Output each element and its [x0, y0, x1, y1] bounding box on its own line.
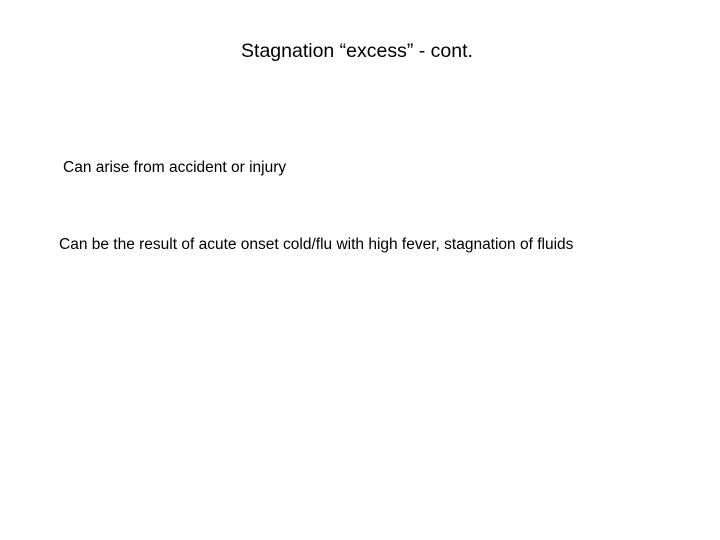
- slide-title: Stagnation “excess” - cont.: [241, 40, 473, 62]
- body-text-line: Can be the result of acute onset cold/flu with high fever, stagnation of fluids: [59, 236, 574, 253]
- body-text-line: Can arise from accident or injury: [63, 159, 287, 176]
